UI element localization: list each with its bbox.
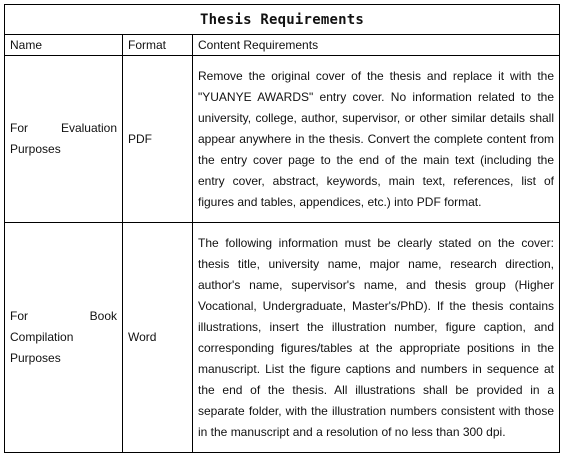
row-name-cell: For Book Compilation Purposes <box>5 223 123 453</box>
row-content-cell: Remove the original cover of the thesis and replace it with the "YUANYE AWARDS" entry cover. No information related to the university, college, author, supervisor, or other similar details shall appear anywhere in the thesis. Convert the complete content from the entry cover page to the end of the main text (including the entry cover, abstract, keywords, main text, references, list of figures and tables, appendices, etc.) into PDF format. <box>193 56 560 223</box>
table-title-row <box>5 5 560 35</box>
header-format: Format <box>123 35 193 56</box>
row-content-cell: The following information must be clearly stated on the cover: thesis title, university name, major name, research direction, author's name, supervisor's name, and thesis group (Higher Vocational, Undergraduate, Master's/PhD). If the thesis contains illustrations, insert the illustration number, figure caption, and corresponding figures/tables at the appropriate positions in the manuscript. List the figure captions and numbers in sequence at the end of the thesis. All illustrations shall be provided in a separate folder, with the illustration numbers consistent with those in the manuscript and a resolution of no less than 300 dpi. <box>193 223 560 453</box>
table-row <box>5 56 560 223</box>
row-name-cell: For Evaluation Purposes <box>5 56 123 223</box>
table-row <box>5 223 560 453</box>
header-name: Name <box>5 35 123 56</box>
header-content: Content Requirements <box>193 35 560 56</box>
row-format-cell: Word <box>123 223 193 453</box>
row-format-cell: PDF <box>123 56 193 223</box>
table-header-row <box>5 35 560 56</box>
table-title: Thesis Requirements <box>5 5 560 35</box>
thesis-requirements-table <box>4 4 560 453</box>
